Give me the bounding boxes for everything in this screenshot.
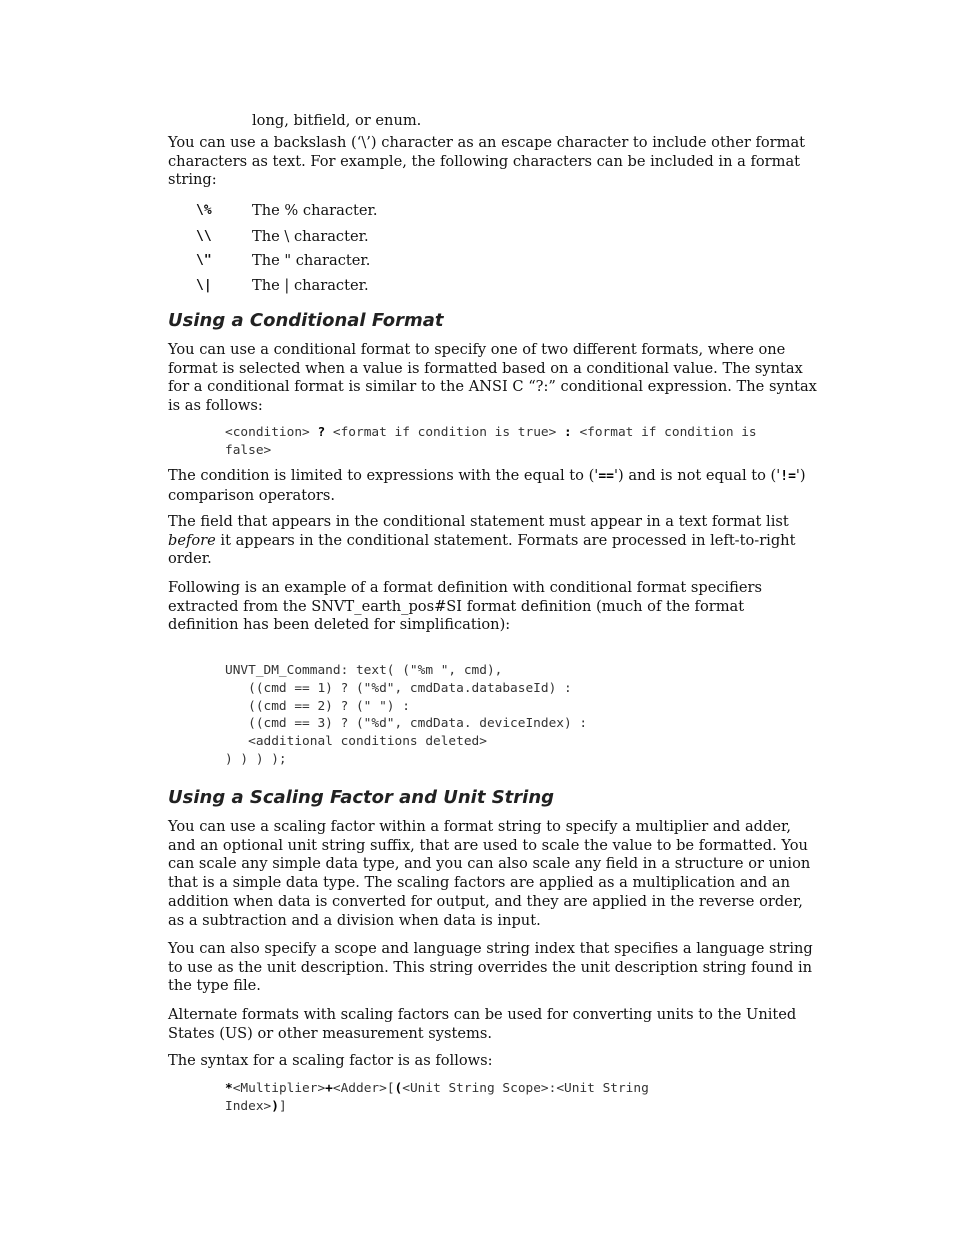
list-continuation-text: long, bitfield, or enum.	[252, 112, 422, 129]
escape-description: The \ character.	[252, 228, 369, 245]
paragraph-text: The condition is limited to expressions with the equal to ('	[168, 467, 599, 484]
syntax-operator: +	[325, 1081, 333, 1096]
operator-equal: ==	[598, 469, 614, 484]
syntax-operator: :	[564, 425, 572, 440]
operator-not-equal: !=	[780, 469, 796, 484]
syntax-text: ]	[278, 1098, 287, 1114]
syntax-operator: )	[271, 1098, 279, 1114]
unit-string-paragraph: You can also specify a scope and language string index that specifies a language string to use as the unit description. This string overrides the unit description string found in the type file.	[168, 940, 813, 995]
paragraph-text: it appears in the conditional statement. Formats are processed in left-to-right order.	[168, 531, 796, 568]
syntax-text: <Unit String Scope>:<Unit String Index>	[225, 1081, 649, 1114]
escape-description: The % character.	[252, 202, 378, 219]
section-heading-conditional-format: Using a Conditional Format	[168, 310, 444, 331]
conditional-syntax-block	[225, 424, 757, 460]
conditional-intro-paragraph: You can use a conditional format to specify one of two different formats, where one format is selected when a value is formatted based on a conditional value. The syntax for a conditional format is similar to the ANSI C “?:” conditional expression. The syntax is as follows:	[168, 341, 817, 415]
syntax-operator: *	[225, 1081, 233, 1096]
escape-code: \"	[196, 253, 212, 268]
escape-code: \|	[196, 278, 212, 293]
emphasis-word: before	[168, 531, 216, 549]
section-heading-scaling-factor: Using a Scaling Factor and Unit String	[168, 787, 555, 808]
conditional-code-example: UNVT_DM_Command: text( ("%m ", cmd), ((cmd == 1) ? ("%d", cmdData.databaseId) : ((cmd == 2) ? (" ") : ((cmd == 3) ? ("%d", cmdData. deviceIndex) : <additional conditions deleted> ) ) ) );	[225, 663, 588, 767]
scaling-syntax-intro: The syntax for a scaling factor is as follows:	[168, 1052, 493, 1069]
syntax-text: <Adder>[	[332, 1081, 395, 1096]
field-order-paragraph	[168, 513, 818, 569]
paragraph-text: ') and is not equal to ('	[613, 467, 781, 484]
scaling-intro-paragraph: You can use a scaling factor within a format string to specify a multiplier and adder, and an optional unit string suffix, that are used to scale the value to be formatted. You can scale any simple data type, and you can also scale any field in a structure or union that is a simple data type. The scaling factors are applied as a multiplication and an addition when data is converted for output, and they are applied in the reverse order, as a subtraction and a division when data is input.	[168, 818, 811, 929]
paragraph-text: ') comparison operators.	[168, 467, 806, 504]
escape-description: The | character.	[252, 277, 369, 294]
scaling-syntax-block	[225, 1080, 649, 1116]
syntax-text: <condition>	[225, 425, 318, 440]
syntax-text: <format if condition is true>	[325, 425, 565, 440]
syntax-text: <Multiplier>	[232, 1081, 326, 1096]
example-intro-paragraph: Following is an example of a format definition with conditional format specifiers extracted from the SNVT_earth_pos#SI format definition (much of the format definition has been deleted for simplification):	[168, 579, 763, 634]
syntax-operator: (	[394, 1081, 403, 1096]
escape-code: \\	[196, 229, 212, 244]
paragraph-text: The field that appears in the conditional statement must appear in a text format list	[168, 513, 789, 530]
syntax-operator: ?	[317, 425, 326, 440]
escape-description: The " character.	[252, 252, 371, 269]
escape-code: \%	[196, 203, 212, 218]
alternate-formats-paragraph: Alternate formats with scaling factors can be used for converting units to the United States (US) or other measurement systems.	[168, 1006, 797, 1042]
condition-limit-paragraph	[168, 467, 818, 505]
syntax-text: <format if condition is false>	[225, 425, 757, 458]
escape-intro-paragraph: You can use a backslash (‘\’) character as an escape character to include other format characters as text. For example, the following characters can be included in a format string:	[168, 134, 806, 189]
